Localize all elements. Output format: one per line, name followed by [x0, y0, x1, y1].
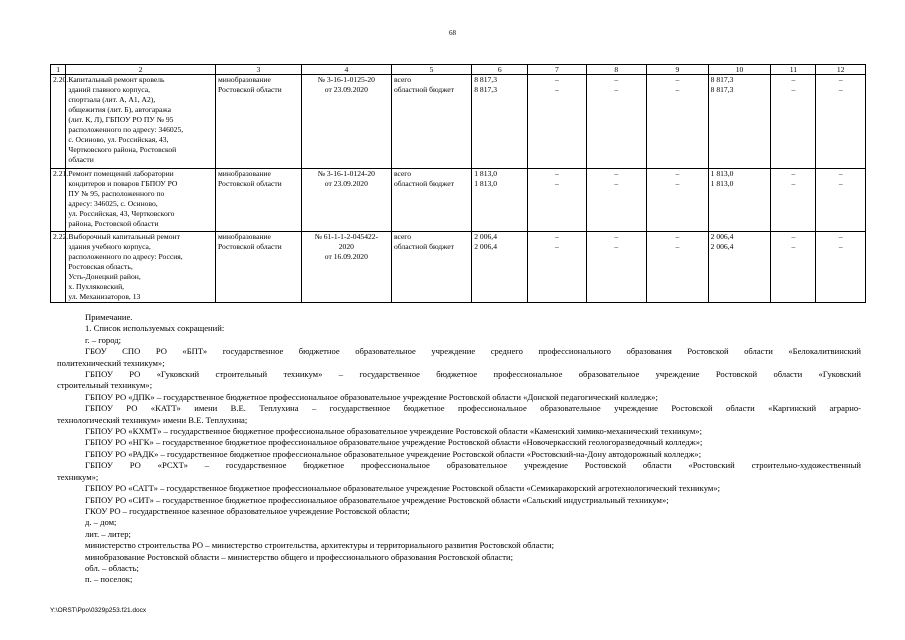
cell-line: –	[791, 242, 796, 251]
cell-line: 2 006,4	[474, 232, 497, 241]
cell-line: минобразование	[217, 75, 271, 84]
cell-line: 1 813,0	[710, 169, 734, 178]
funding-source-cell	[391, 232, 471, 303]
cell-line: минобразование	[217, 232, 271, 241]
cell-line: Ростовской области	[217, 85, 282, 94]
cell-line: Усть-Донецкий район,	[68, 272, 141, 281]
cell-line: –	[614, 75, 619, 84]
cell-line: 8 817,3	[474, 75, 497, 84]
cell-line: –	[614, 179, 619, 188]
cell-line: –	[675, 85, 680, 94]
col10-value-cell	[708, 232, 771, 303]
cell-line: района, Ростовской области	[68, 219, 159, 228]
cell-line: расположенного по адресу: Россия,	[68, 252, 183, 261]
table-row	[51, 169, 866, 232]
cell-line: расположенного по адресу: 346025,	[68, 125, 184, 134]
cell-line: областной бюджет	[393, 179, 454, 188]
cell-line: –	[555, 85, 559, 94]
note-line: технологический техникум» имени В.Е. Теплухина;	[57, 414, 248, 425]
col10-value-cell	[708, 169, 771, 232]
cell-line: адресу: 346025, с. Осиново,	[68, 199, 158, 208]
note-line: лит. – литер;	[85, 528, 131, 539]
cell-line: 8 817,3	[474, 85, 497, 94]
cell-line: –	[555, 179, 559, 188]
funding-source-cell	[391, 75, 471, 169]
column-number-header: 6	[472, 65, 528, 75]
col8-value-cell	[586, 232, 646, 303]
note-line: ГБПОУ РО «САТТ» – государственное бюджетное профессиональное образовательное учреждение Ростовской области «Семикаракорский агротехнологический техникум»;	[85, 483, 721, 494]
note-line: ГБПОУ РО «РСХТ» – государственное бюджетное профессиональное образовательное учреждение Ростовской области «Ростовский строительно-художественный	[85, 460, 861, 471]
col7-value-cell	[528, 232, 586, 303]
cell-line: 2 006,4	[710, 232, 734, 241]
note-line: обл. – область;	[85, 562, 139, 573]
cell-line: –	[675, 179, 680, 188]
object-name-cell	[66, 75, 216, 169]
col12-value-cell	[816, 232, 866, 303]
row-number-cell: 2.22.	[51, 232, 66, 303]
cell-line: –	[838, 75, 843, 84]
cell-line: Ремонт помещений лаборатории	[68, 169, 174, 178]
note-line: д. – дом;	[85, 517, 117, 528]
cell-line: № 61-1-1-2-045422-	[314, 232, 379, 241]
col12-value-cell	[816, 169, 866, 232]
cell-line: 1 813,0	[710, 179, 734, 188]
col11-value-cell	[771, 169, 816, 232]
col10-value-cell	[708, 75, 771, 169]
agency-cell	[215, 75, 301, 169]
cell-line: –	[791, 169, 796, 178]
col9-value-cell	[647, 232, 709, 303]
column-number-header: 9	[647, 65, 709, 75]
cell-line: областной бюджет	[393, 242, 454, 251]
cell-line: ул. Российская, 43, Чертковского	[68, 209, 175, 218]
column-number-header: 7	[528, 65, 586, 75]
note-line: ГКОУ РО – государственное казенное образовательное учреждение Ростовской области;	[85, 505, 410, 516]
cell-line: здания учебного корпуса,	[68, 242, 151, 251]
cell-line: –	[555, 232, 559, 241]
cell-line: –	[614, 85, 619, 94]
cell-line: 2 006,4	[710, 242, 734, 251]
cell-line: –	[791, 85, 796, 94]
document-cell	[301, 169, 391, 232]
note-line: строительный техникум»;	[57, 380, 153, 391]
note-line: п. – поселок;	[85, 574, 133, 585]
table-header-row	[51, 65, 866, 75]
column-number-header: 3	[215, 65, 301, 75]
cell-line: областной бюджет	[393, 85, 454, 94]
agency-cell	[215, 169, 301, 232]
cell-line: Выборочный капитальный ремонт	[68, 232, 180, 241]
funding-source-cell	[391, 169, 471, 232]
cell-line: (лит. К, Л), ГБПОУ РО ПУ № 95	[68, 115, 174, 124]
column-number-header: 8	[586, 65, 646, 75]
cell-line: кондитеров и поваров ГБПОУ РО	[68, 179, 178, 188]
cell-line: –	[675, 242, 680, 251]
cell-line: Ростовской области	[217, 179, 282, 188]
cell-line: от 16.09.2020	[324, 252, 368, 261]
column-number-header: 11	[771, 65, 816, 75]
cell-line: Капитальный ремонт кровель	[68, 75, 165, 84]
cell-line: Ростовской области	[217, 242, 282, 251]
cell-line: ПУ № 95, расположенного по	[68, 189, 165, 198]
table-row	[51, 75, 866, 169]
notes-section	[57, 312, 861, 586]
cell-line: 1 813,0	[474, 169, 497, 178]
document-cell	[301, 75, 391, 169]
cell-line: минобразование	[217, 169, 271, 178]
cell-line: от 23.09.2020	[324, 85, 368, 94]
cell-line: –	[791, 232, 796, 241]
row-number-cell: 2.21.	[51, 169, 66, 232]
column-number-header: 4	[301, 65, 391, 75]
cell-line: –	[614, 242, 619, 251]
cell-line: –	[838, 179, 843, 188]
object-name-cell	[66, 169, 216, 232]
cell-line: 8 817,3	[710, 75, 734, 84]
table-row	[51, 232, 866, 303]
object-name-cell	[66, 232, 216, 303]
col7-value-cell	[528, 75, 586, 169]
file-path-footer: Y:\ORST\Ppo\0329p253.f21.docx	[50, 607, 147, 614]
cell-line: –	[555, 75, 559, 84]
cell-line: с. Осиново, ул. Российская, 43,	[68, 135, 169, 144]
col11-value-cell	[771, 75, 816, 169]
cell-line: 8 817,3	[710, 85, 734, 94]
cell-line: –	[675, 232, 680, 241]
column-number-header: 12	[816, 65, 866, 75]
note-line: ГБПОУ РО «СИТ» – государственное бюджетное профессиональное образовательное учреждение Ростовской области «Сальский индустриальный техникум»;	[85, 494, 669, 505]
cell-line: общежития (лит. Б), автогаража	[68, 105, 172, 114]
note-line: политехнический техникум»;	[57, 357, 165, 368]
note-line: ГБПОУ РО «НГК» – государственное бюджетное профессиональное образовательное учреждение Ростовской области «Новочеркасский геологоразведочный колледж»;	[85, 437, 703, 448]
cell-line: –	[675, 169, 680, 178]
note-line: ГБПОУ РО «Гуковский строительный техникум» – государственное бюджетное профессиональное образовательное учреждение Ростовской области «Гуковский	[85, 369, 861, 380]
note-line: техникум»;	[57, 471, 99, 482]
data-table	[50, 64, 866, 303]
cell-line: всего	[393, 169, 412, 178]
col11-value-cell	[771, 232, 816, 303]
note-line: министерство строительства РО – министерство строительства, архитектуры и территориального развития Ростовской области;	[85, 540, 554, 551]
document-cell	[301, 232, 391, 303]
col12-value-cell	[816, 75, 866, 169]
note-line: ГБПОУ РО «КАТТ» имени В.Е. Теплухина – государственное бюджетное профессиональное образовательное учреждение Ростовской области «Каргинский аграрно-	[85, 403, 861, 414]
col8-value-cell	[586, 75, 646, 169]
cell-line: ул. Механизаторов, 13	[68, 292, 141, 301]
cell-line: Ростовская область,	[68, 262, 133, 271]
column-number-header: 2	[66, 65, 216, 75]
cell-line: –	[791, 75, 796, 84]
agency-cell	[215, 232, 301, 303]
row-number-cell: 2.20.	[51, 75, 66, 169]
note-line: 1. Список используемых сокращений:	[85, 323, 225, 334]
col6-value-cell	[472, 169, 528, 232]
cell-line: № 3-16-1-0125-20	[317, 75, 375, 84]
column-number-header: 1	[51, 65, 66, 75]
cell-line: 1 813,0	[474, 179, 497, 188]
page-number: 68	[449, 29, 456, 37]
cell-line: –	[555, 242, 559, 251]
col7-value-cell	[528, 169, 586, 232]
note-line: ГБПОУ РО «КХМТ» – государственное бюджетное профессиональное образовательное учреждение Ростовской области «Каменский химико-механический техникум»;	[85, 426, 702, 437]
cell-line: –	[614, 169, 619, 178]
cell-line: –	[675, 75, 680, 84]
note-line: ГБПОУ РО «ДПК» – государственное бюджетное профессиональное образовательное учреждение Ростовской области «Донской педагогический колледж»;	[85, 391, 658, 402]
cell-line: № 3-16-1-0124-20	[317, 169, 375, 178]
cell-line: 2 006,4	[474, 242, 497, 251]
cell-line: всего	[393, 75, 412, 84]
note-line: минобразование Ростовской области – министерство общего и профессионального образования Ростовской области;	[85, 551, 513, 562]
col9-value-cell	[647, 169, 709, 232]
column-number-header: 5	[391, 65, 471, 75]
cell-line: –	[838, 232, 843, 241]
col6-value-cell	[472, 75, 528, 169]
cell-line: всего	[393, 232, 412, 241]
note-line: ГБПОУ РО «РАДК» – государственное бюджетное профессиональное образовательное учреждение Ростовской области «Ростовский-на-Дону автодорожный колледж»;	[85, 448, 702, 459]
note-line: Примечание.	[85, 312, 133, 322]
cell-line: зданий главного корпуса,	[68, 85, 151, 94]
col9-value-cell	[647, 75, 709, 169]
cell-line: области	[68, 155, 94, 164]
cell-line: –	[555, 169, 559, 178]
col8-value-cell	[586, 169, 646, 232]
note-line: г. – город;	[85, 334, 122, 345]
cell-line: –	[791, 179, 796, 188]
col6-value-cell	[472, 232, 528, 303]
cell-line: –	[614, 232, 619, 241]
cell-line: –	[838, 169, 843, 178]
cell-line: от 23.09.2020	[324, 179, 368, 188]
cell-line: Чертковского района, Ростовской	[68, 145, 177, 154]
cell-line: спортзала (лит. А, А1, А2),	[68, 95, 156, 104]
column-number-header: 10	[708, 65, 771, 75]
cell-line: 2020	[338, 242, 354, 251]
note-line: ГБОУ СПО РО «БПТ» государственное бюджетное образовательное учреждение среднего профессионального образования Ростовской области «Белокалитвинский	[85, 346, 861, 357]
cell-line: –	[838, 85, 843, 94]
cell-line: –	[838, 242, 843, 251]
cell-line: х. Пухляковский,	[68, 282, 125, 291]
